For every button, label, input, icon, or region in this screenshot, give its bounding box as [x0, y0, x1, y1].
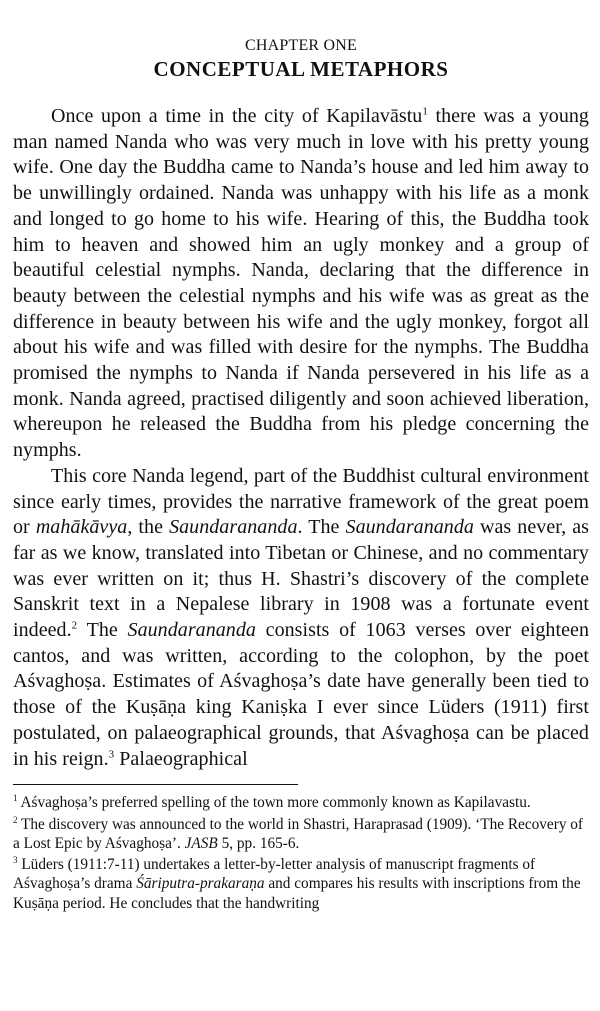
paragraph-2-text-a: This core Nanda legend, part of the Buddhist cultural environment since early times, provides the narrative framework of the great poem or: [13, 464, 589, 539]
paragraph-2-text-e: The: [77, 619, 128, 642]
chapter-title: CONCEPTUAL METAPHORS: [153, 57, 449, 81]
footnote-1-text: Aśvaghoṣa’s preferred spelling of the town more commonly known as Kapilavastu.: [17, 794, 531, 812]
paragraph-2-text-d: was never, as far as we know, translated into Tibetan or Chinese, and no commentary was ever written on it; thus H. Shastri’s discovery of the complete Sanskrit text in a Nepalese library in 1908 was a fortunate event indeed.: [13, 516, 590, 642]
title-saundarananda: Saundarananda: [169, 516, 298, 539]
footnote-ref-2[interactable]: 2: [71, 619, 78, 632]
footnote-2-text: The discovery was announced to the world in Shastri, Haraprasad (1909). ‘The Recovery of a Lost Epic by Aśvaghoṣa’.: [13, 815, 584, 852]
footnote-3: [13, 855, 589, 913]
title-saundarananda: Saundarananda: [127, 619, 256, 642]
footnote-2-text-end: 5, pp. 165-6.: [217, 834, 300, 852]
paragraph-2-text-c: . The: [297, 516, 346, 539]
paragraph-2-text-g: Palaeographical: [114, 747, 248, 770]
paragraph-1-text-a: Once upon a time in the city of Kapilavāstu: [51, 105, 423, 127]
footnote-ref-1[interactable]: 1: [422, 105, 428, 118]
footnote-ref-3[interactable]: 3: [108, 747, 115, 760]
footnote-3-text-end: and compares his results with inscriptions from the Kuṣāṇa period. He concludes that the handwriting: [13, 875, 581, 912]
footnote-3-text: Lüders (1911:7-11) undertakes a letter-by-letter analysis of manuscript fragments of Aśvaghoṣa’s drama: [13, 856, 536, 893]
footnote-1-number: 1: [13, 793, 18, 804]
footnote-1: [13, 793, 589, 812]
paragraph-1-text-b: there was a young man named Nanda who was very much in love with his pretty young wife. One day the Buddha came to Nanda’s house and led him away to be unwillingly ordained. Nanda was unhappy with his life as a monk and longed to go home to his wife. Hearing of this, the Buddha took him to heaven and showed him an ugly monkey and a group of beautiful celestial nymphs. Nanda, declaring that the difference in beauty between the celestial nymphs and his wife was as great as the difference in beauty between his wife and the ugly monkey, forgot all about his wife and was filled with desire for the nymphs. The Buddha promised the nymphs to Nanda if Nanda persevered in his life as a monk. Nanda agreed, practised diligently and soon achieved liberation, whereupon he released the Buddha from his pledge concerning the nymphs.: [13, 105, 589, 462]
term-mahakavya: mahākāvya: [35, 516, 128, 539]
paragraph-2-text-f: consists of 1063 verses over eighteen cantos, and was written, according to the colophon, by the poet Aśvaghoṣa. Estimates of Aśvaghoṣa’s date have generally been tied to those of the Kuṣāṇa king Kaniṣka I ever since Lüders (1911) first postulated, on palaeographical grounds, that Aśvaghoṣa can be placed in his reign.: [13, 619, 589, 770]
paragraph-1: [13, 104, 589, 464]
title-sariputra-prakarana: Śāriputra-prakaraṇa: [136, 875, 265, 893]
paragraph-2: [13, 464, 589, 772]
title-saundarananda: Saundarananda: [345, 516, 474, 539]
chapter-label: CHAPTER ONE: [245, 37, 357, 54]
paragraph-2-text-b: , the: [127, 516, 170, 539]
journal-jasb: JASB: [184, 834, 218, 852]
footnote-2-number: 2: [13, 814, 18, 825]
footnote-3-number: 3: [13, 855, 18, 866]
footnote-divider: [13, 784, 298, 785]
footnote-2: [13, 815, 589, 854]
book-page: [13, 36, 589, 913]
